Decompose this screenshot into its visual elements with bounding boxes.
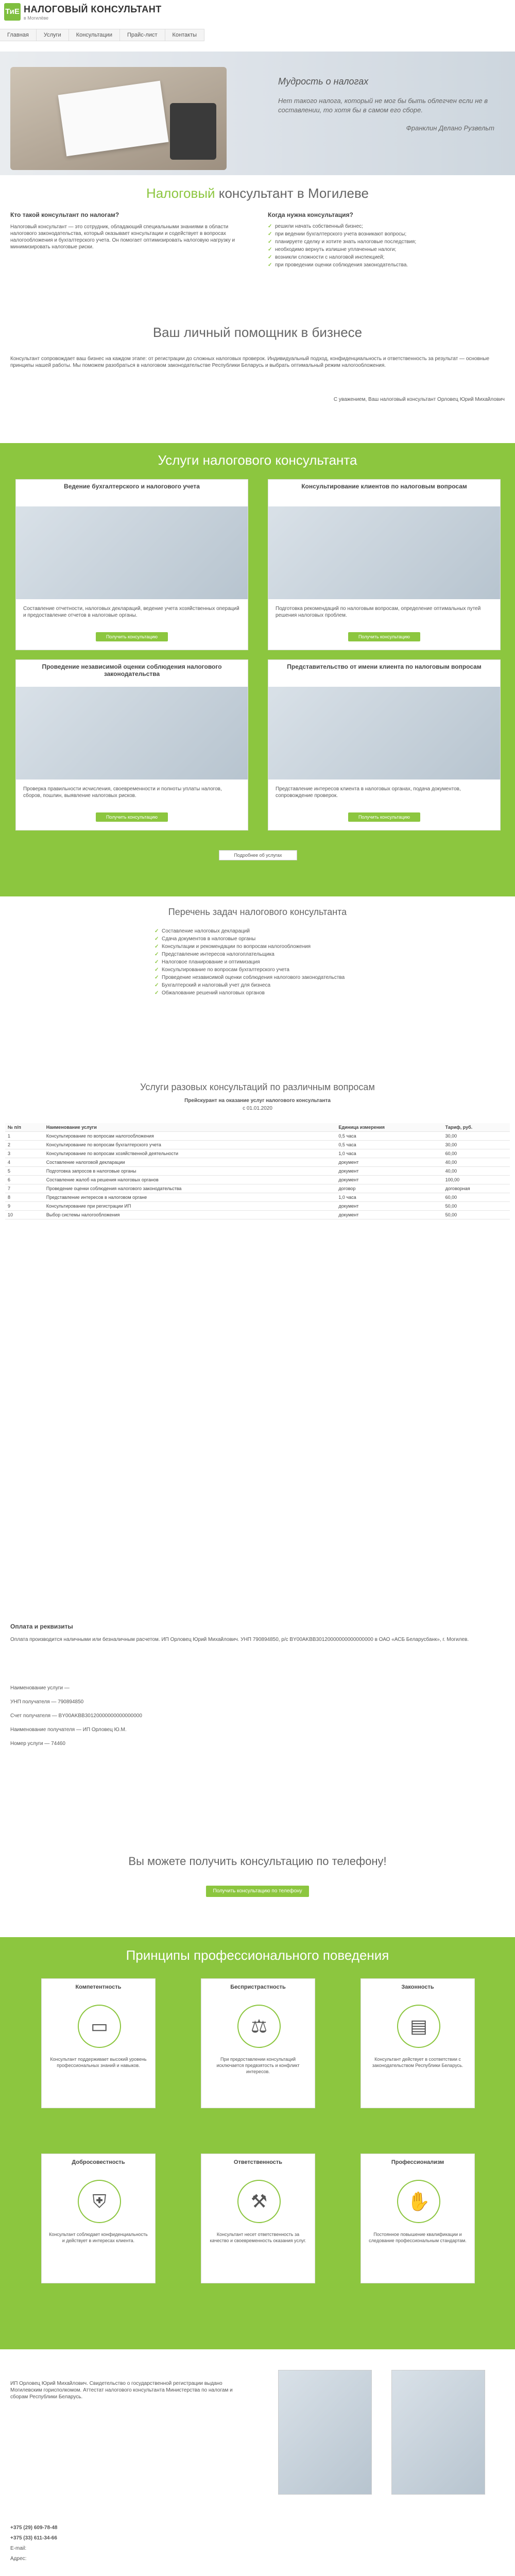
table-cell: документ — [336, 1167, 442, 1176]
site-logo[interactable]: ТиЕ — [4, 3, 21, 21]
phone-cta-section — [0, 1855, 515, 1917]
table-cell: 4 — [5, 1158, 44, 1167]
personal-section — [0, 325, 515, 433]
service-card — [268, 479, 501, 650]
list-item: ✓ необходимо вернуть излишне уплаченные налоги; — [268, 246, 505, 253]
table-row — [5, 1149, 510, 1158]
contact-phone[interactable]: +375 (29) 609-78-48 — [10, 2525, 58, 2531]
payment-section — [0, 1623, 515, 1839]
hero-banner — [0, 52, 515, 175]
payment-field: Номер услуги — 74460 — [10, 1741, 65, 1747]
site-subtitle: в Могилёве — [24, 15, 49, 21]
contacts-section — [0, 2524, 515, 2576]
list-item: ✓ при проведении оценки соблюдения законодательства. — [268, 261, 505, 269]
gavel-icon: ⚒ — [237, 2180, 281, 2223]
table-cell: 6 — [5, 1176, 44, 1184]
hero-quote-text: Нет такого налога, который не мог бы быть облегчен если не в составлении, то хотя бы в самом его сборе. — [278, 97, 488, 114]
tasks-section — [0, 907, 515, 1061]
column-header: Тариф, руб. — [443, 1123, 510, 1132]
intro-reasons-list — [268, 223, 505, 269]
principle-card — [41, 1978, 156, 2108]
pricelist-date: с 01.01.2020 — [243, 1106, 272, 1111]
shield-icon: ⛨ — [78, 2180, 121, 2223]
table-row — [5, 1184, 510, 1193]
table-row — [5, 1141, 510, 1149]
principle-text: При предоставлении консультаций исключается предвзятость и конфликт интересов. — [216, 2057, 300, 2074]
payment-field: УНП получателя — 790894850 — [10, 1699, 84, 1705]
service-card-text: Проверка правильности исчисления, своевременности и полноты уплаты налогов, сборов, пошлин, выявление налоговых рисков. — [23, 786, 222, 799]
pricelist-subtitle: Прейскурант на оказание услуг налогового консультанта — [184, 1098, 331, 1104]
intro-title: Налоговый консультант в Могилеве — [146, 185, 369, 201]
principle-card — [360, 2154, 475, 2283]
pricelist-title: Услуги разовых консультаций по различным вопросам — [140, 1082, 375, 1092]
table-cell: Консультирование по вопросам бухгалтерского учета — [44, 1141, 336, 1149]
nav-item-consultations[interactable]: Консультации — [69, 29, 120, 41]
table-cell: Представление интересов в налоговом органе — [44, 1193, 336, 1202]
get-consultation-button[interactable]: Получить консультацию — [96, 812, 168, 822]
principle-title: Компетентность — [75, 1984, 122, 1990]
table-cell: 1,0 часа — [336, 1193, 442, 1202]
table-cell: Консультирование при регистрации ИП — [44, 1202, 336, 1211]
table-cell: 2 — [5, 1141, 44, 1149]
table-row — [5, 1158, 510, 1167]
list-item: ✓ Консультирование по вопросам бухгалтерского учета — [154, 966, 371, 974]
service-card-text: Подготовка рекомендаций по налоговым вопросам, определение оптимальных путей решения налоговых проблем. — [276, 606, 481, 618]
table-cell: 7 — [5, 1184, 44, 1193]
tasks-list — [154, 927, 371, 997]
table-cell: 30,00 — [443, 1141, 510, 1149]
list-item: ✓ Сдача документов в налоговые органы — [154, 935, 371, 943]
nav-item-pricelist[interactable]: Прайс-лист — [120, 29, 165, 41]
principle-card — [201, 1978, 315, 2108]
list-item: ✓ планируете сделку и хотите знать налоговые последствия; — [268, 238, 505, 246]
principle-text: Консультант несет ответственность за качество и своевременность оказания услуг. — [210, 2232, 306, 2243]
services-section — [0, 443, 515, 896]
service-card-image — [16, 506, 248, 599]
service-card-title: Представительство от имени клиента по налоговым вопросам — [287, 663, 482, 670]
service-card-image — [16, 687, 248, 779]
site-brand: НАЛОГОВЫЙ КОНСУЛЬТАНТ — [24, 4, 162, 14]
principles-title: Принципы профессионального поведения — [126, 1947, 389, 1963]
table-cell: договор — [336, 1184, 442, 1193]
certificate-text: ИП Орловец Юрий Михайлович. Свидетельство о государственной регистрации выдано Могилевским горисполкомом. Аттестат налогового консультанта Министерства по налогам и сборам Республики Беларусь. — [10, 2381, 233, 2400]
phone-cta-title: Вы можете получить консультацию по телефону! — [128, 1855, 387, 1868]
table-cell: Консультирование по вопросам налогообложения — [44, 1132, 336, 1141]
table-cell: 60,00 — [443, 1149, 510, 1158]
personal-signature: С уважением, Ваш налоговый консультант Орловец Юрий Михайлович — [333, 397, 505, 402]
nav-item-contacts[interactable]: Контакты — [165, 29, 205, 41]
list-item: ✓ Бухгалтерский и налоговый учет для бизнеса — [154, 981, 371, 989]
table-row — [5, 1202, 510, 1211]
service-card-image — [268, 506, 500, 599]
payment-field: Наименование услуги — — [10, 1685, 70, 1691]
table-cell: 10 — [5, 1211, 44, 1219]
principle-text: Консультант действует в соответствии с законодательством Республики Беларусь. — [372, 2057, 464, 2068]
payment-heading: Оплата и реквизиты — [10, 1623, 73, 1630]
nav-item-home[interactable]: Главная — [0, 29, 37, 41]
service-card-text: Составление отчетности, налоговых деклараций, ведение учета хозяйственных операций и предоставление отчетов в налоговые органы. — [23, 606, 239, 618]
service-card — [268, 659, 501, 831]
intro-left-text: Налоговый консультант — это сотрудник, обладающий специальными знаниями в области налогового законодательства, который оказывает консультации и содействует в вопросах налогообложения и бухгалтерского учета. Он помогает оптимизировать налоговую нагрузку и минимизировать налоговые риски. — [10, 224, 235, 250]
personal-text: Консультант сопровождает ваш бизнес на каждом этапе: от регистрации до сложных налоговых проверок. Индивидуальный подход, конфиденциальность и ответственность за результат — основные принципы нашей работы. Мы поможем разобраться в налоговом законодательстве Республики Беларусь и выбрать оптимальный режим налогообложения. — [10, 356, 490, 368]
list-item: ✓ Составление налоговых деклараций — [154, 927, 371, 935]
get-consultation-button[interactable]: Получить консультацию — [348, 632, 420, 641]
certificate-image[interactable] — [278, 2370, 372, 2495]
certificate-image[interactable] — [391, 2370, 485, 2495]
principle-title: Ответственность — [233, 2159, 283, 2165]
service-card-title: Ведение бухгалтерского и налогового учета — [64, 483, 200, 490]
table-cell: Выбор системы налогообложения — [44, 1211, 336, 1219]
main-nav — [0, 29, 204, 41]
table-cell: документ — [336, 1202, 442, 1211]
service-card-title: Проведение независимой оценки соблюдения налогового законодательства — [42, 663, 222, 677]
table-cell: 5 — [5, 1167, 44, 1176]
pricelist-section — [0, 1082, 515, 1546]
hero-quote-author: Франклин Делано Рузвельт — [406, 124, 494, 132]
intro-left-heading: Кто такой консультант по налогам? — [10, 211, 119, 218]
table-cell: 0,5 часа — [336, 1141, 442, 1149]
table-cell: 50,00 — [443, 1211, 510, 1219]
list-item: ✓ Представление интересов налогоплательщика — [154, 951, 371, 958]
table-cell: 3 — [5, 1149, 44, 1158]
hero-heading: Мудрость о налогах — [278, 76, 369, 87]
table-cell: 9 — [5, 1202, 44, 1211]
payment-text: Оплата производится наличными или безналичным расчетом. ИП Орловец Юрий Михайлович. УНП 790894850, р/с BY00AKBB30120000000000000000 в ОАО «АСБ Беларусбанк», г. Могилев. — [10, 1637, 469, 1642]
certificate-section — [0, 2370, 515, 2514]
principle-card — [41, 2154, 156, 2283]
principle-card — [360, 1978, 475, 2108]
table-cell: Подготовка запросов в налоговые органы — [44, 1167, 336, 1176]
tasks-title: Перечень задач налогового консультанта — [168, 907, 347, 917]
service-card-title: Консультирование клиентов по налоговым вопросам — [301, 483, 467, 490]
principle-title: Профессионализм — [391, 2159, 444, 2165]
list-item: ✓ решили начать собственный бизнес; — [268, 223, 505, 230]
monitor-icon: ▭ — [78, 2005, 121, 2048]
list-item: ✓ возникли сложности с налоговой инспекцией; — [268, 253, 505, 261]
services-title: Услуги налогового консультанта — [158, 452, 357, 468]
intro-section — [0, 185, 515, 319]
column-header: Единица измерения — [336, 1123, 442, 1132]
contact-address-label: Адрес: — [10, 2556, 27, 2562]
table-cell: документ — [336, 1158, 442, 1167]
handshake-icon: ✋ — [397, 2180, 440, 2223]
table-cell: документ — [336, 1176, 442, 1184]
service-card-image — [268, 687, 500, 779]
service-card — [15, 479, 248, 650]
table-cell: Проведение оценки соблюдения налогового законодательства — [44, 1184, 336, 1193]
site-header — [0, 0, 515, 52]
principle-text: Постоянное повышение квалификации и следование профессиональным стандартам. — [369, 2232, 467, 2243]
table-row — [5, 1193, 510, 1202]
table-cell: 60,00 — [443, 1193, 510, 1202]
list-item: ✓ Обжалование решений налоговых органов — [154, 989, 371, 997]
payment-field: Счет получателя — BY00AKBB30120000000000000000 — [10, 1713, 142, 1719]
pricelist-table — [5, 1123, 510, 1219]
table-cell: 40,00 — [443, 1167, 510, 1176]
get-consultation-button[interactable]: Получить консультацию — [96, 632, 168, 641]
payment-fields — [10, 1685, 505, 1754]
table-cell: Консультирование по вопросам хозяйственной деятельности — [44, 1149, 336, 1158]
table-row — [5, 1132, 510, 1141]
list-item: ✓ при ведении бухгалтерского учета возникают вопросы; — [268, 230, 505, 238]
contact-email-label: E-mail: — [10, 2546, 27, 2551]
document-icon: ▤ — [397, 2005, 440, 2048]
principle-text: Консультант поддерживает высокий уровень профессиональных знаний и навыков. — [50, 2057, 147, 2068]
table-cell: договорная — [443, 1184, 510, 1193]
principle-title: Добросовестность — [72, 2159, 125, 2165]
principle-title: Законность — [401, 1984, 434, 1990]
service-card — [15, 659, 248, 831]
list-item: ✓ Консультации и рекомендации по вопросам налогообложения — [154, 943, 371, 951]
table-cell: 40,00 — [443, 1158, 510, 1167]
nav-item-services[interactable]: Услуги — [37, 29, 69, 41]
phone-consultation-button[interactable]: Получить консультацию по телефону — [206, 1886, 309, 1897]
table-row — [5, 1176, 510, 1184]
table-cell: Составление жалоб на решения налоговых органов — [44, 1176, 336, 1184]
table-cell: 1 — [5, 1132, 44, 1141]
more-services-button[interactable]: Подробнее об услугах — [219, 850, 297, 860]
column-header: Наименование услуги — [44, 1123, 336, 1132]
principles-section — [0, 1937, 515, 2349]
table-cell: 1,0 часа — [336, 1149, 442, 1158]
table-cell: 50,00 — [443, 1202, 510, 1211]
hero-calculator-image — [170, 103, 216, 160]
principle-title: Беспристрастность — [230, 1984, 286, 1990]
principle-card — [201, 2154, 315, 2283]
list-item: ✓ Налоговое планирование и оптимизация — [154, 958, 371, 966]
table-cell: 8 — [5, 1193, 44, 1202]
scales-icon: ⚖ — [237, 2005, 281, 2048]
hero-quote — [278, 76, 494, 132]
table-row — [5, 1211, 510, 1219]
get-consultation-button[interactable]: Получить консультацию — [348, 812, 420, 822]
table-cell: Составление налоговой декларации — [44, 1158, 336, 1167]
table-row — [5, 1167, 510, 1176]
payment-field: Наименование получателя — ИП Орловец Ю.М. — [10, 1727, 127, 1733]
contact-phone[interactable]: +375 (33) 611-34-66 — [10, 2535, 57, 2541]
table-header-row — [5, 1123, 510, 1132]
table-cell: 30,00 — [443, 1132, 510, 1141]
list-item: ✓ Проведение независимой оценки соблюдения налогового законодательства — [154, 974, 371, 981]
table-cell: 0,5 часа — [336, 1132, 442, 1141]
column-header: № п/п — [5, 1123, 44, 1132]
service-card-text: Представление интересов клиента в налоговых органах, подача документов, сопровождение проверок. — [276, 786, 461, 799]
table-cell: 100,00 — [443, 1176, 510, 1184]
pricelist-body — [5, 1132, 510, 1219]
personal-title: Ваш личный помощник в бизнесе — [152, 325, 363, 340]
intro-right-heading: Когда нужна консультация? — [268, 211, 353, 218]
principle-text: Консультант соблюдает конфиденциальность и действует в интересах клиента. — [49, 2232, 148, 2243]
table-cell: документ — [336, 1211, 442, 1219]
